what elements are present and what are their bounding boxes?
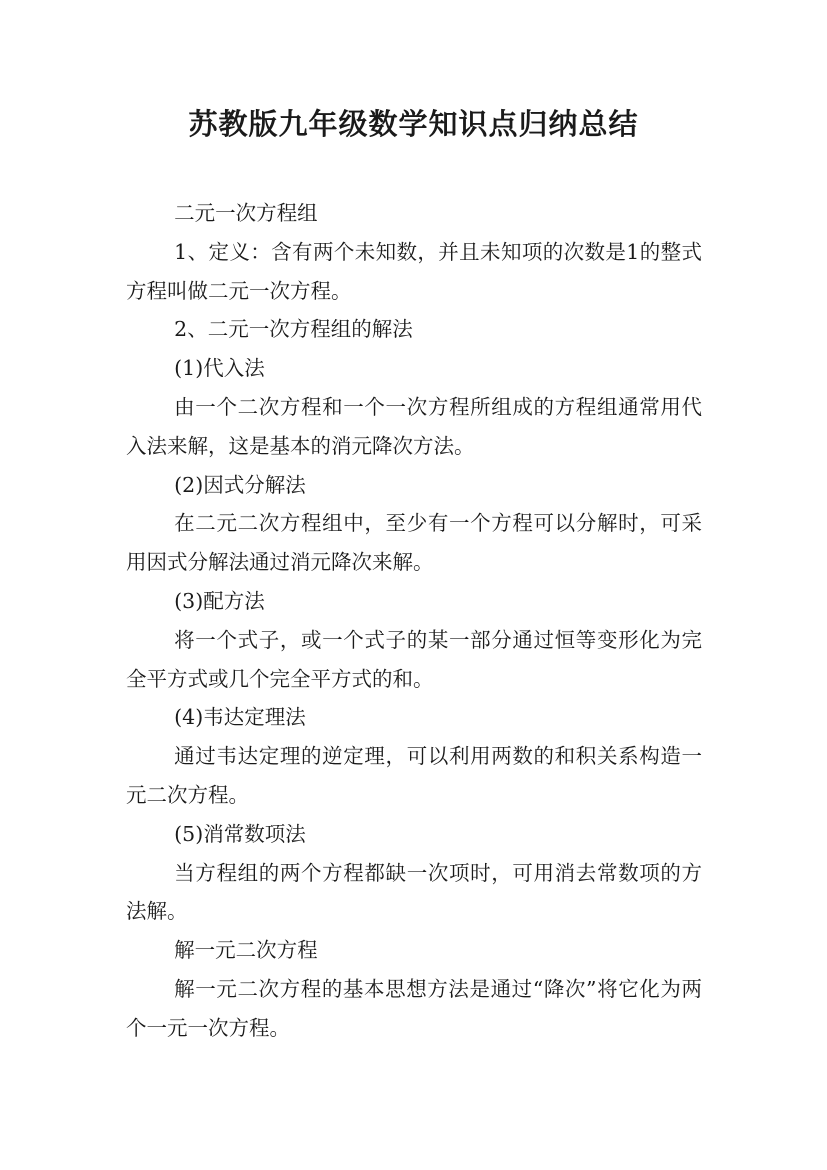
heading-linear-system: 二元一次方程组 (174, 201, 318, 225)
paragraph-vieta: 通过韦达定理的逆定理，可以利用两数的和积关系构造一元二次方程。 (126, 744, 702, 807)
paragraph-eliminate-constant: 当方程组的两个方程都缺一次项时，可用消去常数项的方法解。 (126, 860, 702, 924)
paragraph-definition: 1、定义：含有两个未知数，并且未知项的次数是1的整式方程叫做二元一次方程。 (126, 239, 702, 303)
paragraph-quadratic: 解一元二次方程的基本思想方法是通过“降次”将它化为两个一元一次方程。 (126, 976, 702, 1040)
document-title: 苏教版九年级数学知识点归纳总结 (188, 107, 639, 141)
heading-factorization: (2)因式分解法 (174, 472, 306, 497)
heading-completing-square: (3)配方法 (174, 588, 265, 613)
heading-eliminate-constant: (5)消常数项法 (174, 821, 306, 846)
paragraph-factorization: 在二元二次方程组中，至少有一个方程可以分解时，可采用因式分解法通过消元降次来解。 (126, 511, 702, 575)
heading-quadratic: 解一元二次方程 (174, 938, 318, 963)
heading-substitution: (1)代入法 (174, 356, 265, 381)
document-body (126, 194, 702, 1048)
heading-solution-methods: 2、二元一次方程组的解法 (174, 317, 413, 342)
paragraph-substitution: 由一个二次方程和一个一次方程所组成的方程组通常用代入法来解，这是基本的消元降次方法。 (126, 394, 702, 458)
heading-vieta: (4)韦达定理法 (174, 705, 306, 730)
paragraph-completing-square: 将一个式子，或一个式子的某一部分通过恒等变形化为完全平方式或几个完全平方式的和。 (126, 627, 702, 691)
